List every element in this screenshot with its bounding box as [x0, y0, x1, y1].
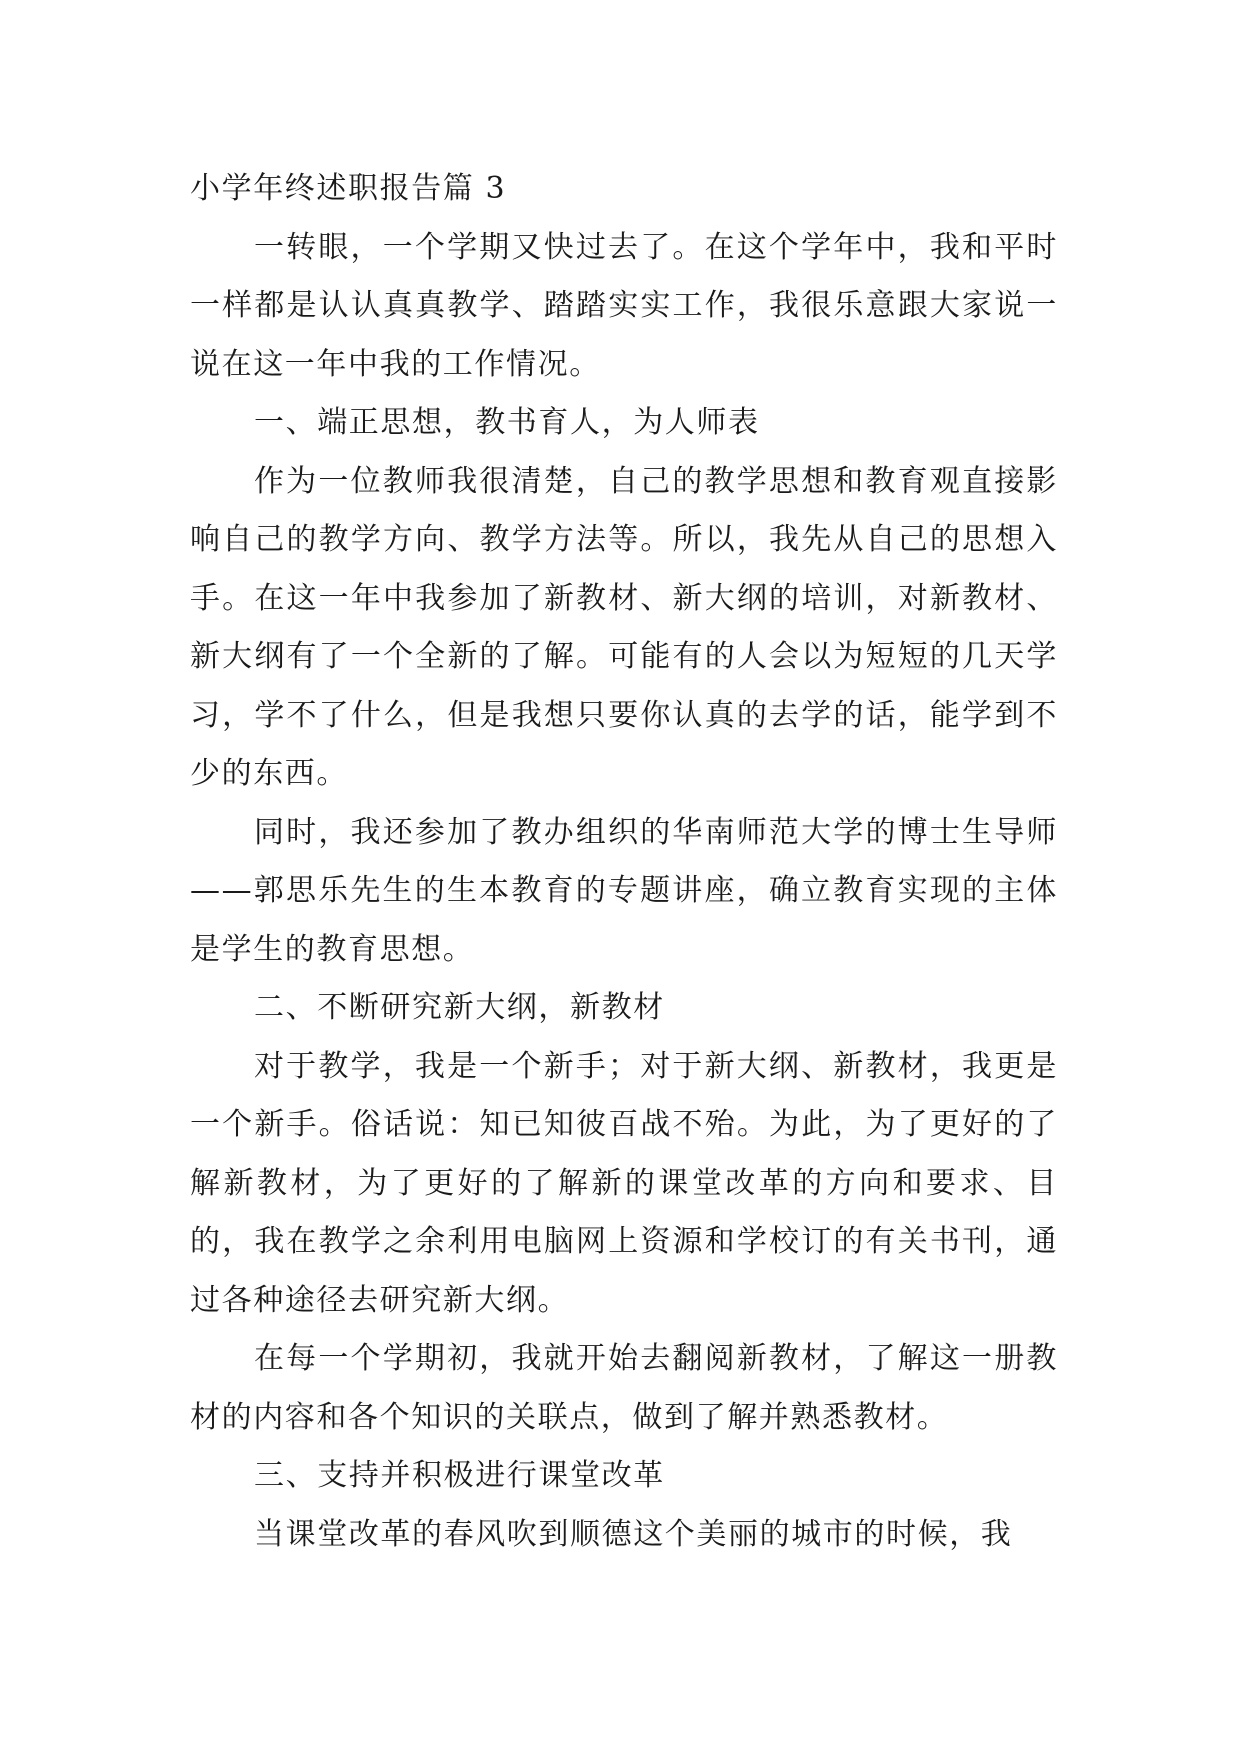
- section-heading-3: 三、支持并积极进行课堂改革: [254, 1458, 665, 1493]
- paragraph-reform: 当课堂改革的春风吹到顺德这个美丽的城市的时候，我: [254, 1516, 1013, 1552]
- section-heading-2: 二、不断研究新大纲，新教材: [254, 990, 665, 1025]
- document-title: 小学年终述职报告篇 3: [190, 171, 507, 206]
- section-heading-1: 一、端正思想，教书育人，为人师表: [254, 405, 760, 440]
- paragraph-lecture: 同时，我还参加了教办组织的华南师范大学的博士生导师——郭思乐先生的生本教育的专题讲座，确立教育实现的主体是学生的教育思想。: [190, 814, 1058, 967]
- paragraph-textbook: 在每一个学期初，我就开始去翻阅新教材，了解这一册教材的内容和各个知识的关联点，做到了解并熟悉教材。: [190, 1341, 1058, 1435]
- paragraph-thought: 作为一位教师我很清楚，自己的教学思想和教育观直接影响自己的教学方向、教学方法等。所以，我先从自己的思想入手。在这一年中我参加了新教材、新大纲的培训，对新教材、新大纲有了一个全新的了解。可能有的人会以为短短的几天学习，学不了什么，但是我想只要你认真的去学的话，能学到不少的东西。: [190, 463, 1058, 791]
- paragraph-research: 对于教学，我是一个新手；对于新大纲、新教材，我更是一个新手。俗话说：知已知彼百战不殆。为此，为了更好的了解新教材，为了更好的了解新的课堂改革的方向和要求、目的，我在教学之余利用电脑网上资源和学校订的有关书刊，通过各种途径去研究新大纲。: [190, 1048, 1058, 1318]
- document-body: [190, 160, 1058, 1564]
- paragraph-intro: 一转眼，一个学期又快过去了。在这个学年中，我和平时一样都是认认真真教学、踏踏实实工作，我很乐意跟大家说一说在这一年中我的工作情况。: [190, 229, 1058, 382]
